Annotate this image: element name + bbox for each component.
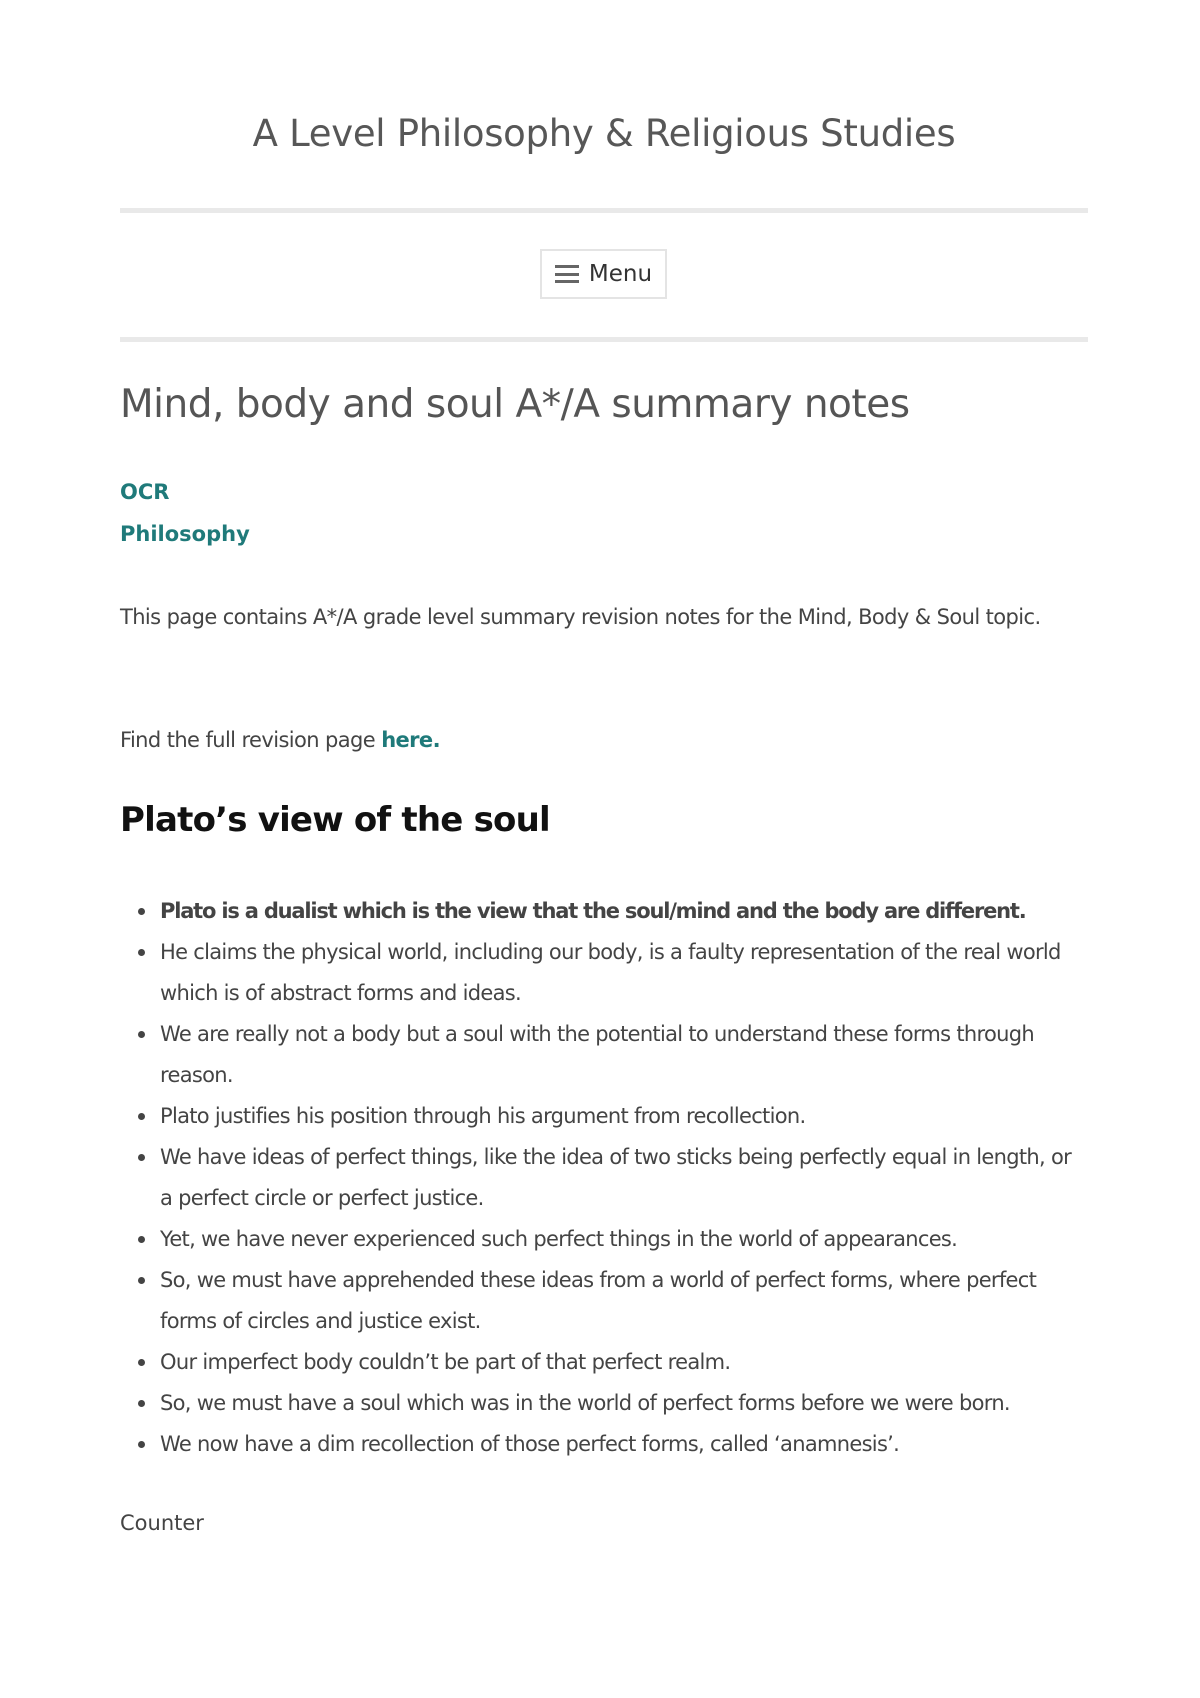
full-revision-link[interactable]: here. — [381, 728, 440, 752]
page-title: Mind, body and soul A*/A summary notes — [120, 382, 910, 427]
list-item: So, we must have apprehended these ideas from a world of perfect forms, where perfect forms of circles and justice exist. — [160, 1260, 1088, 1342]
section-heading: Plato’s view of the soul — [120, 800, 550, 840]
list-item: Our imperfect body couldn’t be part of that perfect realm. — [160, 1342, 1088, 1383]
header-divider — [120, 208, 1088, 213]
intro-paragraph: This page contains A*/A grade level summary revision notes for the Mind, Body & Soul topic. — [120, 605, 1041, 629]
site-title[interactable]: A Level Philosophy & Religious Studies — [252, 112, 956, 155]
plato-bullet-list — [120, 891, 1088, 1465]
list-item: We now have a dim recollection of those perfect forms, called ‘anamnesis’. — [160, 1424, 1088, 1465]
list-item: He claims the physical world, including our body, is a faulty representation of the real world which is of abstract forms and ideas. — [160, 932, 1088, 1014]
category-link-philosophy[interactable]: Philosophy — [120, 522, 250, 546]
list-item: So, we must have a soul which was in the world of perfect forms before we were born. — [160, 1383, 1088, 1424]
nav-divider — [120, 337, 1088, 342]
hamburger-icon — [555, 265, 579, 283]
list-item: We are really not a body but a soul with the potential to understand these forms through reason. — [160, 1014, 1088, 1096]
category-link-ocr[interactable]: OCR — [120, 480, 170, 504]
list-item: Plato is a dualist which is the view that the soul/mind and the body are different. — [160, 891, 1088, 932]
list-item: Plato justifies his position through his argument from recollection. — [160, 1096, 1088, 1137]
full-revision-paragraph — [120, 720, 1088, 761]
menu-button[interactable] — [540, 249, 667, 299]
list-item: We have ideas of perfect things, like the idea of two sticks being perfectly equal in length, or a perfect circle or perfect justice. — [160, 1137, 1088, 1219]
full-revision-text: Find the full revision page — [120, 728, 382, 752]
list-item: Yet, we have never experienced such perfect things in the world of appearances. — [160, 1219, 1088, 1260]
counter-label: Counter — [120, 1511, 204, 1535]
menu-label: Menu — [588, 261, 653, 287]
